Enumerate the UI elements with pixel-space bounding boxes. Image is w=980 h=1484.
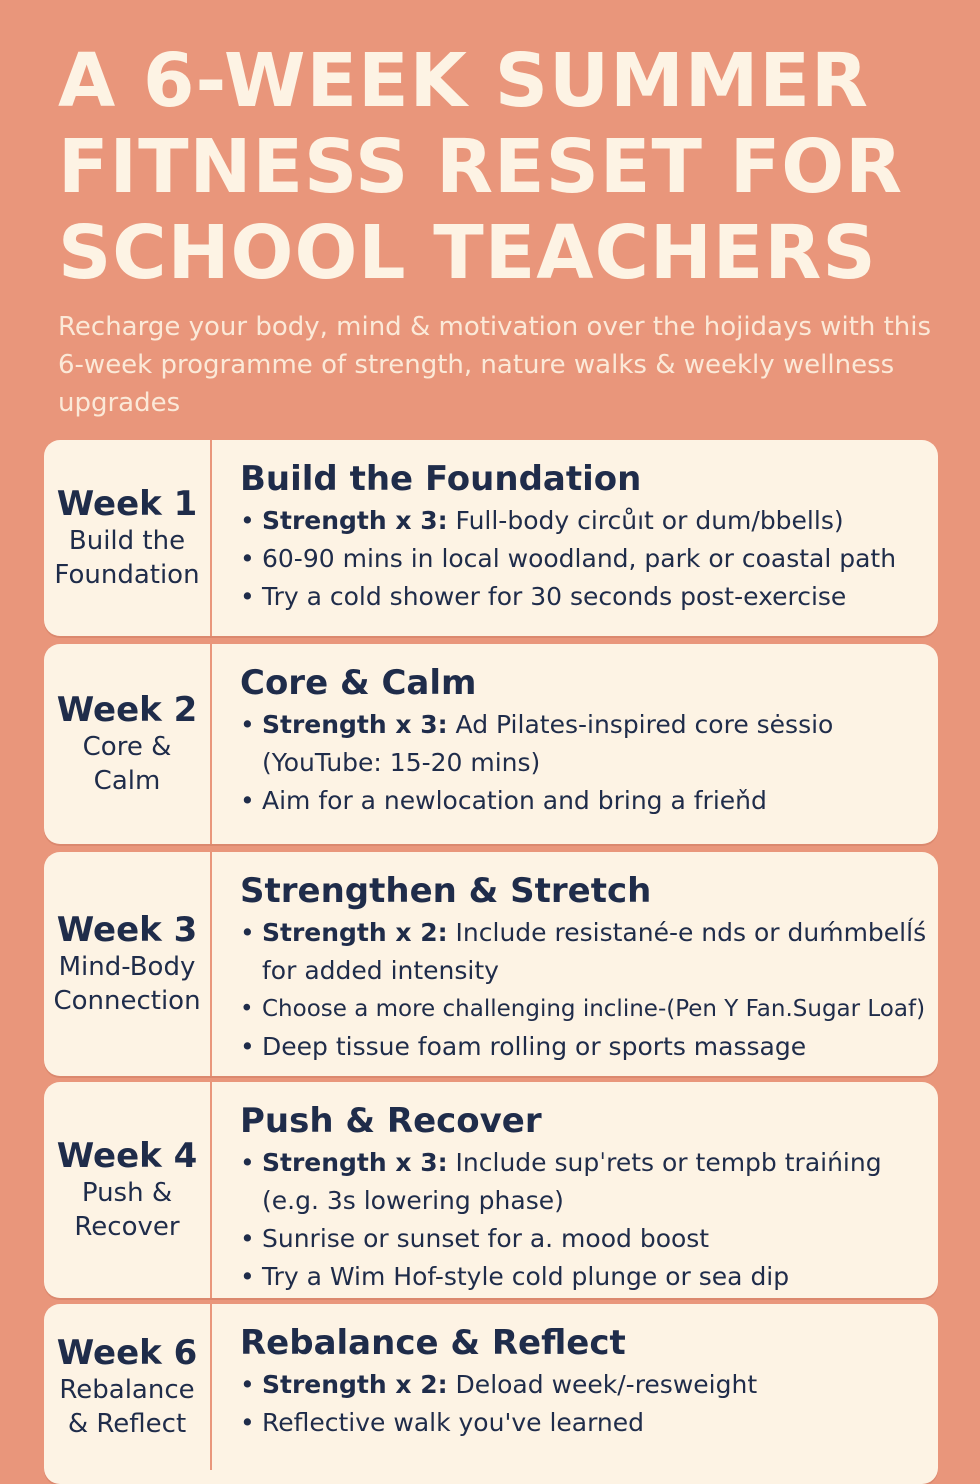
page-subtitle: Recharge your body, mind & motivation over the hojidays with this 6-week programme of strength, nature walks & weekly wellness upgrades	[58, 312, 932, 418]
item-text: Aim for a newlocation and bring a frieňd	[262, 786, 767, 815]
week-subtitle: Core & Calm	[82, 732, 172, 796]
list-item	[240, 540, 928, 578]
week-title: Push & Recover	[240, 1101, 542, 1141]
item-text: Try a Wim Hof-style cold plunge or sea dip	[262, 1262, 790, 1291]
item-text: Full-body circůıt or dum/bbells)	[447, 506, 844, 535]
list-item	[240, 1220, 928, 1258]
week-subtitle: Build the Foundation	[54, 526, 200, 590]
item-text: Choose a more challenging incline-(Pen Y Fan.Sugar Loaf)	[262, 996, 926, 1022]
page-title: A 6-WEEK SUMMER FITNESS RESET FOR SCHOOL TEACHERS	[58, 38, 904, 296]
list-item	[240, 1404, 928, 1442]
week-content	[240, 1100, 928, 1296]
week-content	[240, 1322, 928, 1442]
week-number: Week 2	[56, 690, 198, 730]
week-items	[240, 1144, 928, 1296]
list-item	[240, 502, 928, 540]
list-item	[240, 578, 928, 616]
list-item	[240, 1144, 928, 1220]
week-subtitle: Push & Recover	[74, 1178, 180, 1242]
list-item	[240, 1366, 928, 1404]
item-lead: Strength x 2:	[262, 1370, 448, 1399]
item-text: Try a cold shower for 30 seconds post-exercise	[262, 582, 847, 611]
item-lead: Strength x 3:	[262, 506, 448, 535]
week-card-1	[44, 440, 938, 636]
week-number: Week 4	[56, 1136, 198, 1176]
week-label-panel	[44, 1304, 212, 1470]
week-number: Week 6	[56, 1333, 198, 1373]
list-item	[240, 1258, 928, 1296]
week-subtitle: Rebalance & Reflect	[59, 1375, 195, 1439]
week-title: Build the Foundation	[240, 459, 642, 499]
week-title: Core & Calm	[240, 663, 477, 703]
week-label-panel	[44, 440, 212, 636]
item-text: Include resistané-e nds or duḿmbelĺś for added intensity	[262, 918, 927, 985]
item-lead: Strength x 3:	[262, 1148, 448, 1177]
list-item	[240, 782, 928, 820]
list-item	[240, 706, 928, 782]
week-number: Week 1	[56, 484, 198, 524]
week-items	[240, 502, 928, 616]
week-number: Week 3	[56, 910, 198, 950]
week-card-2	[44, 644, 938, 844]
week-items	[240, 1366, 928, 1442]
week-card-3	[44, 852, 938, 1076]
week-subtitle: Mind-Body Connection	[53, 952, 201, 1016]
week-label-panel	[44, 644, 212, 844]
list-item	[240, 990, 928, 1028]
list-item	[240, 914, 928, 990]
week-label-panel	[44, 852, 212, 1076]
week-card-4	[44, 1082, 938, 1298]
week-content	[240, 870, 928, 1066]
week-label-panel	[44, 1082, 212, 1298]
week-content	[240, 458, 928, 616]
week-items	[240, 914, 928, 1066]
week-title: Strengthen & Stretch	[240, 871, 652, 911]
item-text: Include supˈrets or tempb traińing (e.g. 3s lowering phase)	[262, 1148, 882, 1215]
item-text: 60-90 mins in local woodland, park or coastal path	[262, 544, 897, 573]
week-items	[240, 706, 928, 820]
item-text: Deep tissue foam rolling or sports massage	[262, 1032, 807, 1061]
week-card-6	[44, 1304, 938, 1484]
item-lead: Strength x 3:	[262, 710, 448, 739]
item-text: Sunrise or sunset for a. mood boost	[262, 1224, 710, 1253]
week-title: Rebalance & Reflect	[240, 1323, 626, 1363]
week-content	[240, 662, 928, 820]
item-text: Ad Pilates-inspired core sėssio (YouTube: 15-20 mins)	[262, 710, 834, 777]
item-text: Deload week/-resweight	[447, 1370, 758, 1399]
list-item	[240, 1028, 928, 1066]
item-lead: Strength x 2:	[262, 918, 448, 947]
item-text: Reflective walk you've learned	[262, 1408, 645, 1437]
